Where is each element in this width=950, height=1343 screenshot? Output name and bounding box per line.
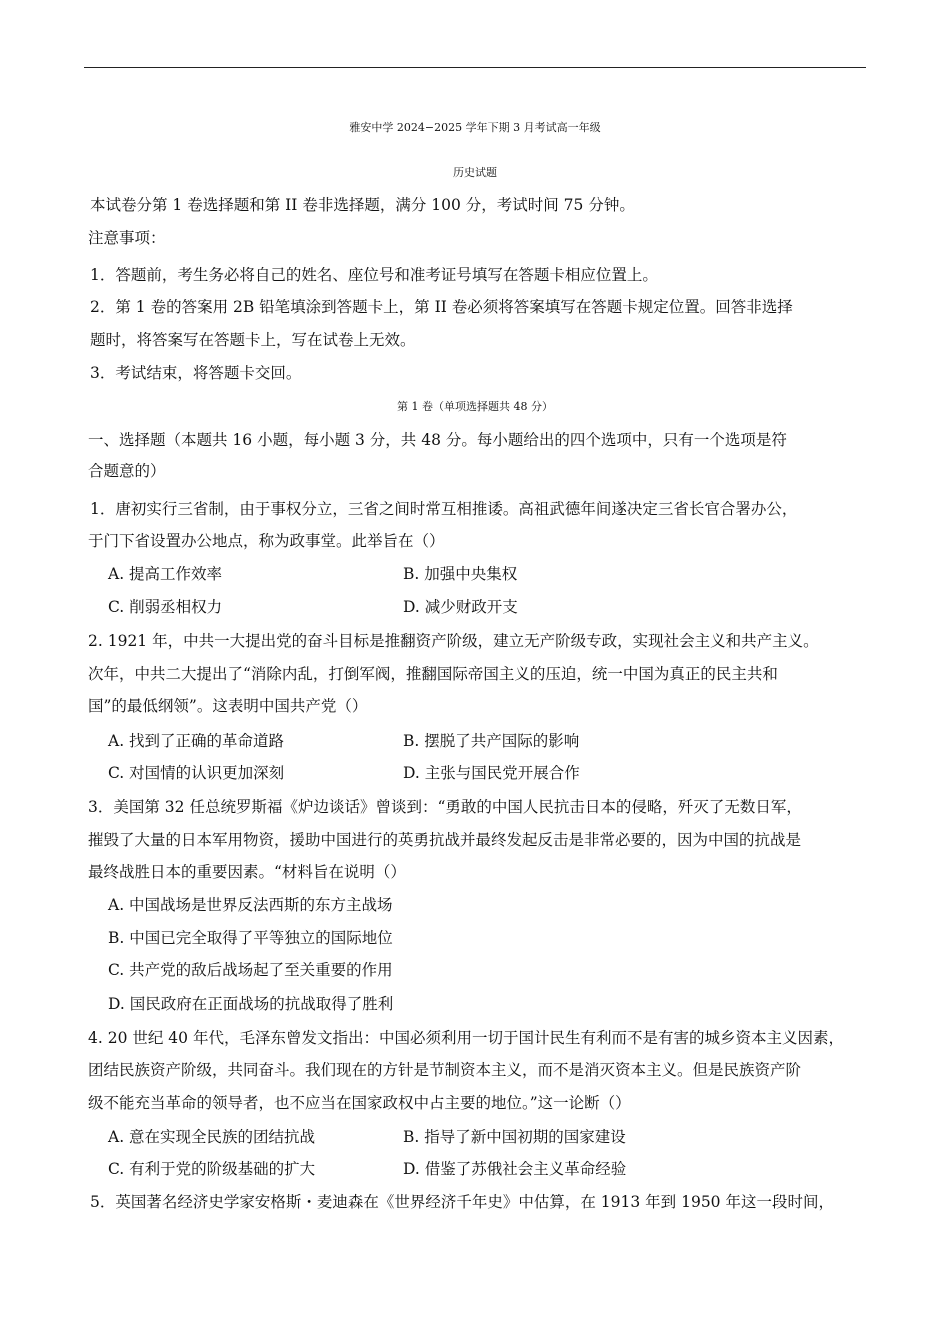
question-4-text: 团结民族资产阶级，共同奋斗。我们现在的方针是节制资本主义，而不是消灭资本主义。但是民族资产阶: [88, 1061, 802, 1079]
question-1-option-a: A. 提高工作效率: [108, 565, 223, 583]
exam-subtitle: 历史试题: [453, 166, 497, 179]
note-item: 题时，将答案写在答题卡上，写在试卷上无效。: [90, 331, 416, 349]
question-4-text: 级不能充当革命的领导者，也不应当在国家政权中占主要的地位。”这一论断（）: [88, 1094, 631, 1112]
question-1-option-c: C. 削弱丞相权力: [108, 598, 223, 616]
question-2-option-a: A. 找到了正确的革命道路: [108, 732, 285, 750]
header-rule: [84, 67, 866, 68]
question-3-text: 3．美国第 32 任总统罗斯福《炉边谈话》曾谈到：“勇敢的中国人民抗击日本的侵略，歼灭了无数日军，: [88, 798, 802, 816]
question-4-text: 4. 20 世纪 40 年代，毛泽东曾发文指出：中国必须利用一切于国计民生有利而不是有害的城乡资本主义因素，: [88, 1029, 844, 1047]
question-2-option-d: D. 主张与国民党开展合作: [403, 764, 580, 782]
section-title: 第 1 卷（单项选择题共 48 分）: [397, 400, 553, 413]
question-2-text: 次年，中共二大提出了“消除内乱，打倒军阀，推翻国际帝国主义的压迫，统一中国为真正的民主共和: [88, 665, 778, 683]
question-1-option-d: D. 减少财政开支: [403, 598, 518, 616]
question-1-option-b: B. 加强中央集权: [403, 565, 518, 583]
question-5-text: 5．英国著名经济史学家安格斯・麦迪森在《世界经济千年史》中估算，在 1913 年到 1950 年这一段时间，: [90, 1193, 834, 1211]
note-item: 1．答题前，考生务必将自己的姓名、座位号和准考证号填写在答题卡相应位置上。: [90, 266, 658, 284]
question-3-option-b: B. 中国已完全取得了平等独立的国际地位: [108, 929, 393, 947]
question-2-option-b: B. 摆脱了共产国际的影响: [403, 732, 580, 750]
question-2-option-c: C. 对国情的认识更加深刻: [108, 764, 285, 782]
question-3-option-d: D. 国民政府在正面战场的抗战取得了胜利: [108, 995, 394, 1013]
note-item: 2．第 1 卷的答案用 2B 铅笔填涂到答题卡上，第 II 卷必须将答案填写在答题卡规定位置。回答非选择: [90, 298, 793, 316]
section-instructions: 一、选择题（本题共 16 小题，每小题 3 分，共 48 分。每小题给出的四个选项中，只有一个选项是符: [88, 431, 787, 449]
question-1-text: 于门下省设置办公地点，称为政事堂。此举旨在（）: [88, 532, 445, 550]
question-3-option-a: A. 中国战场是世界反法西斯的东方主战场: [108, 896, 393, 914]
question-3-text: 摧毁了大量的日本军用物资，援助中国进行的英勇抗战并最终发起反击是非常必要的，因为中国的抗战是: [88, 831, 802, 849]
question-3-text: 最终战胜日本的重要因素。“材料旨在说明（）: [88, 863, 406, 881]
notice-label: 注意事项：: [88, 229, 166, 247]
question-4-option-d: D. 借鉴了苏俄社会主义革命经验: [403, 1160, 627, 1178]
question-4-option-b: B. 指导了新中国初期的国家建设: [403, 1128, 626, 1146]
section-instructions: 合题意的）: [88, 462, 166, 480]
exam-title: 雅安中学 2024−2025 学年下期 3 月考试高一年级: [349, 121, 601, 134]
question-2-text: 2. 1921 年，中共一大提出党的奋斗目标是推翻资产阶级，建立无产阶级专政，实现社会主义和共产主义。: [88, 632, 819, 650]
question-4-option-c: C. 有利于党的阶级基础的扩大: [108, 1160, 316, 1178]
note-item: 3．考试结束，将答题卡交回。: [90, 364, 302, 382]
question-1-text: 1．唐初实行三省制，由于事权分立，三省之间时常互相推诿。高祖武德年间遂决定三省长官合署办公，: [90, 500, 798, 518]
question-3-option-c: C. 共产党的敌后战场起了至关重要的作用: [108, 961, 393, 979]
question-2-text: 国”的最低纲领”。这表明中国共产党（）: [88, 697, 368, 715]
exam-description: 本试卷分第 1 卷选择题和第 II 卷非选择题，满分 100 分，考试时间 75 分钟。: [90, 196, 635, 214]
question-4-option-a: A. 意在实现全民族的团结抗战: [108, 1128, 316, 1146]
